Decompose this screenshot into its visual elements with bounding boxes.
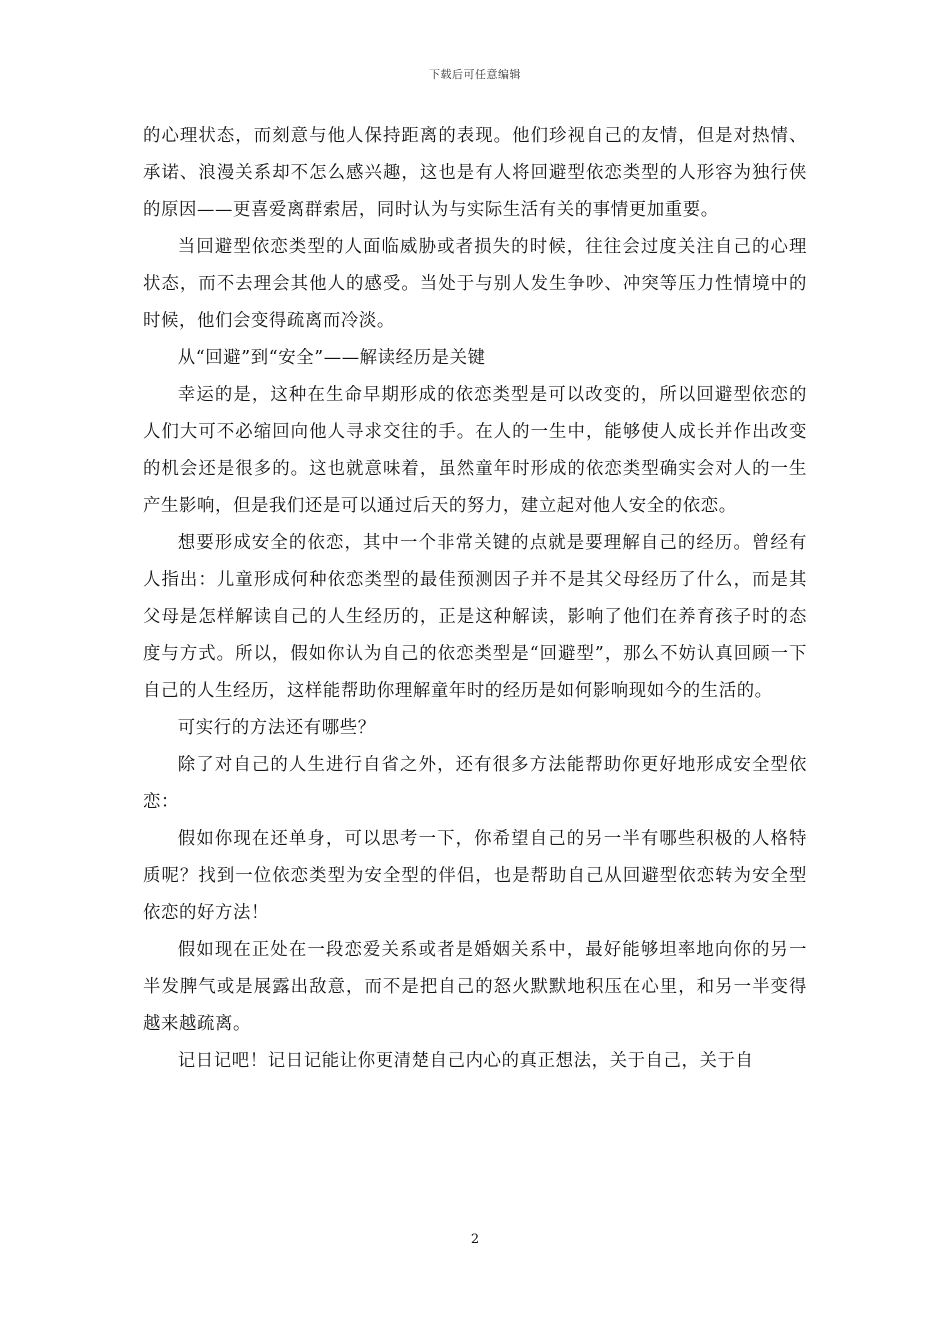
paragraph: 假如你现在还单身，可以思考一下，你希望自己的另一半有哪些积极的人格特质呢？找到一位依恋类型为安全型的伴侣，也是帮助自己从回避型依恋转为安全型依恋的好方法！ — [143, 829, 807, 923]
paragraph: 记日记吧！记日记能让你更清楚自己内心的真正想法，关于自己，关于自 — [177, 1051, 754, 1071]
paragraph: 幸运的是，这种在生命早期形成的依恋类型是可以改变的，所以回避型依恋的人们大可不必缩回向他人寻求交往的手。在人的一生中，能够使人成长并作出改变的机会还是很多的。这也就意味着，虽然童年时形成的依恋类型确实会对人的一生产生影响，但是我们还是可以通过后天的努力，建立起对他人安全的依恋。 — [143, 385, 807, 516]
page-header: 下载后可任意编辑 — [429, 68, 521, 81]
paragraph-continuation: 的心理状态，而刻意与他人保持距离的表现。他们珍视自己的友情，但是对热情、承诺、浪漫关系却不怎么感兴趣，这也是有人将回避型依恋类型的人形容为独行侠的原因——更喜爱离群索居，同时认为与实际生活有关的事情更加重要。 — [143, 126, 807, 220]
section-heading: 可实行的方法还有哪些？ — [177, 718, 376, 738]
document-body — [143, 118, 807, 1080]
paragraph: 假如现在正处在一段恋爱关系或者是婚姻关系中，最好能够坦率地向你的另一半发脾气或是展露出敌意，而不是把自己的怒火默默地积压在心里，和另一半变得越来越疏离。 — [143, 940, 807, 1034]
paragraph: 除了对自己的人生进行自省之外，还有很多方法能帮助你更好地形成安全型依恋： — [143, 755, 807, 812]
section-heading: 从“回避”到“安全”——解读经历是关键 — [177, 348, 486, 368]
paragraph: 想要形成安全的依恋，其中一个非常关键的点就是要理解自己的经历。曾经有人指出：儿童形成何种依恋类型的最佳预测因子并不是其父母经历了什么，而是其父母是怎样解读自己的人生经历的，正是这种解读，影响了他们在养育孩子时的态度与方式。所以，假如你认为自己的依恋类型是“回避型”，那么不妨认真回顾一下自己的人生经历，这样能帮助你理解童年时的经历是如何影响现如今的生活的。 — [143, 533, 807, 701]
page-number: 2 — [470, 1232, 480, 1247]
paragraph: 当回避型依恋类型的人面临威胁或者损失的时候，往往会过度关注自己的心理状态，而不去理会其他人的感受。当处于与别人发生争吵、冲突等压力性情境中的时候，他们会变得疏离而冷淡。 — [143, 237, 807, 331]
